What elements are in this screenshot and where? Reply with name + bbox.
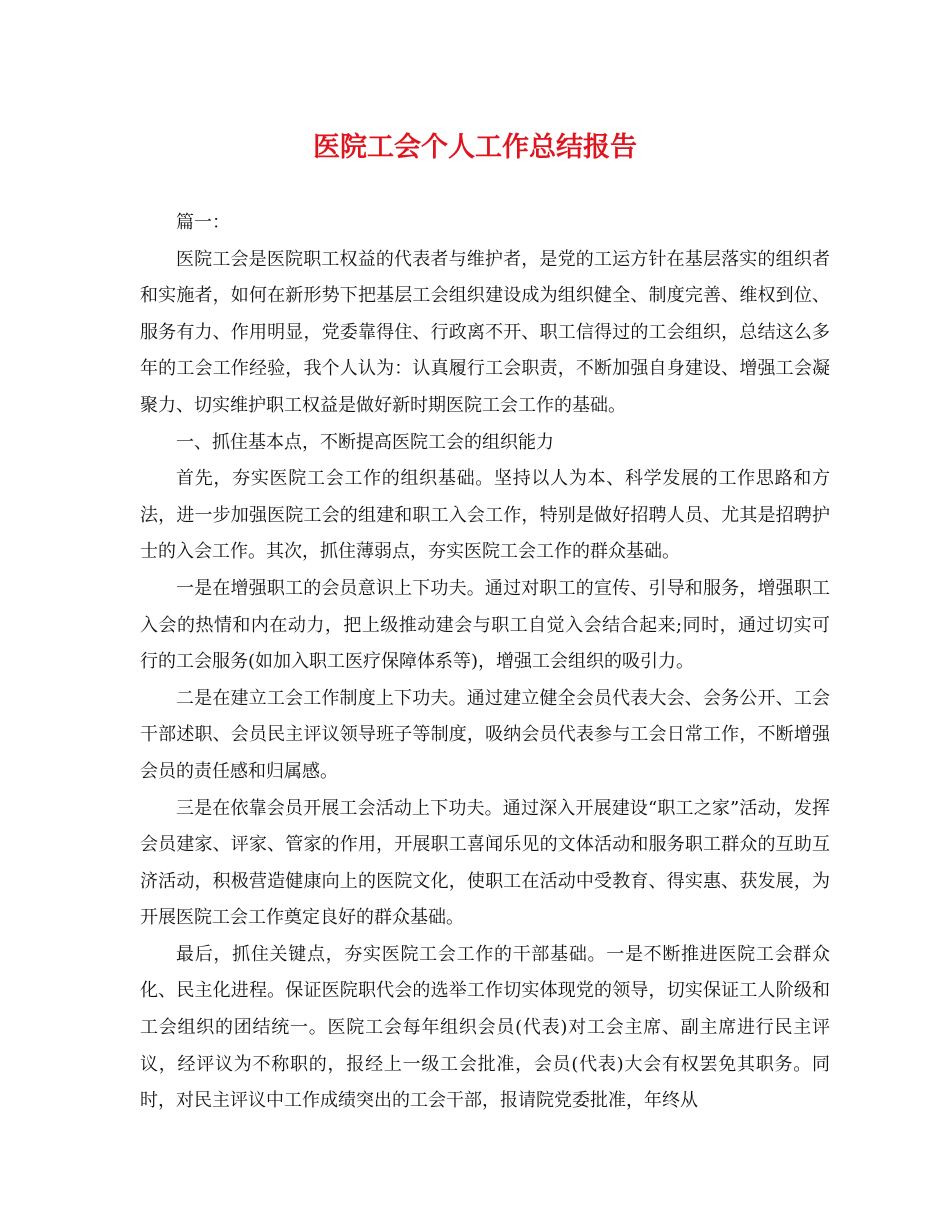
paragraph-heading-one: 一、抓住基本点，不断提高医院工会的组织能力 [176,431,554,453]
document-title: 医院工会个人工作总结报告 [313,132,637,163]
paragraph-section-label: 篇一： [176,212,230,233]
document-body [140,205,830,1120]
paragraph-point-three: 三是在依靠会员开展工会活动上下功夫。通过深入开展建设“职工之家”活动，发挥会员建家、评家、管家的作用，开展职工喜闻乐见的文体活动和服务职工群众的互助互济活动，积极营造健康向上的医院文化，使职工在活动中受教育、得实惠、获发展，为开展医院工会工作奠定良好的群众基础。 [140,797,830,929]
paragraph-organization-basis: 首先，夯实医院工会工作的组织基础。坚持以人为本、科学发展的工作思路和方法，进一步加强医院工会的组建和职工入会工作，特别是做好招聘人员、尤其是招聘护士的入会工作。其次，抓住薄弱点，夯实医院工会工作的群众基础。 [140,468,830,563]
paragraph-point-one: 一是在增强职工的会员意识上下功夫。通过对职工的宣传、引导和服务，增强职工入会的热情和内在动力，把上级推动建会与职工自觉入会结合起来;同时，通过切实可行的工会服务(如加入职工医疗保障体系等)，增强工会组织的吸引力。 [140,577,830,673]
paragraph-cadre-basis: 最后，抓住关键点，夯实医院工会工作的干部基础。一是不断推进医院工会群众化、民主化进程。保证医院职代会的选举工作切实体现党的领导，切实保证工人阶级和工会组织的团结统一。医院工会每年组织会员(代表)对工会主席、副主席进行民主评议，经评议为不称职的，报经上一级工会批准，会员(代表)大会有权罢免其职务。同时，对民主评议中工作成绩突出的工会干部，报请院党委批准，年终从 [140,943,830,1112]
paragraph-point-two: 二是在建立工会工作制度上下功夫。通过建立健全会员代表大会、会务公开、工会干部述职、会员民主评议领导班子等制度，吸纳会员代表参与工会日常工作，不断增强会员的责任感和归属感。 [140,687,830,782]
paragraph-intro: 医院工会是医院职工权益的代表者与维护者，是党的工运方针在基层落实的组织者和实施者，如何在新形势下把基层工会组织建设成为组织健全、制度完善、维权到位、服务有力、作用明显，党委靠得住、行政离不开、职工信得过的工会组织，总结这么多年的工会工作经验，我个人认为：认真履行工会职责，不断加强自身建设、增强工会凝聚力、切实维护职工权益是做好新时期医院工会工作的基础。 [140,248,830,416]
